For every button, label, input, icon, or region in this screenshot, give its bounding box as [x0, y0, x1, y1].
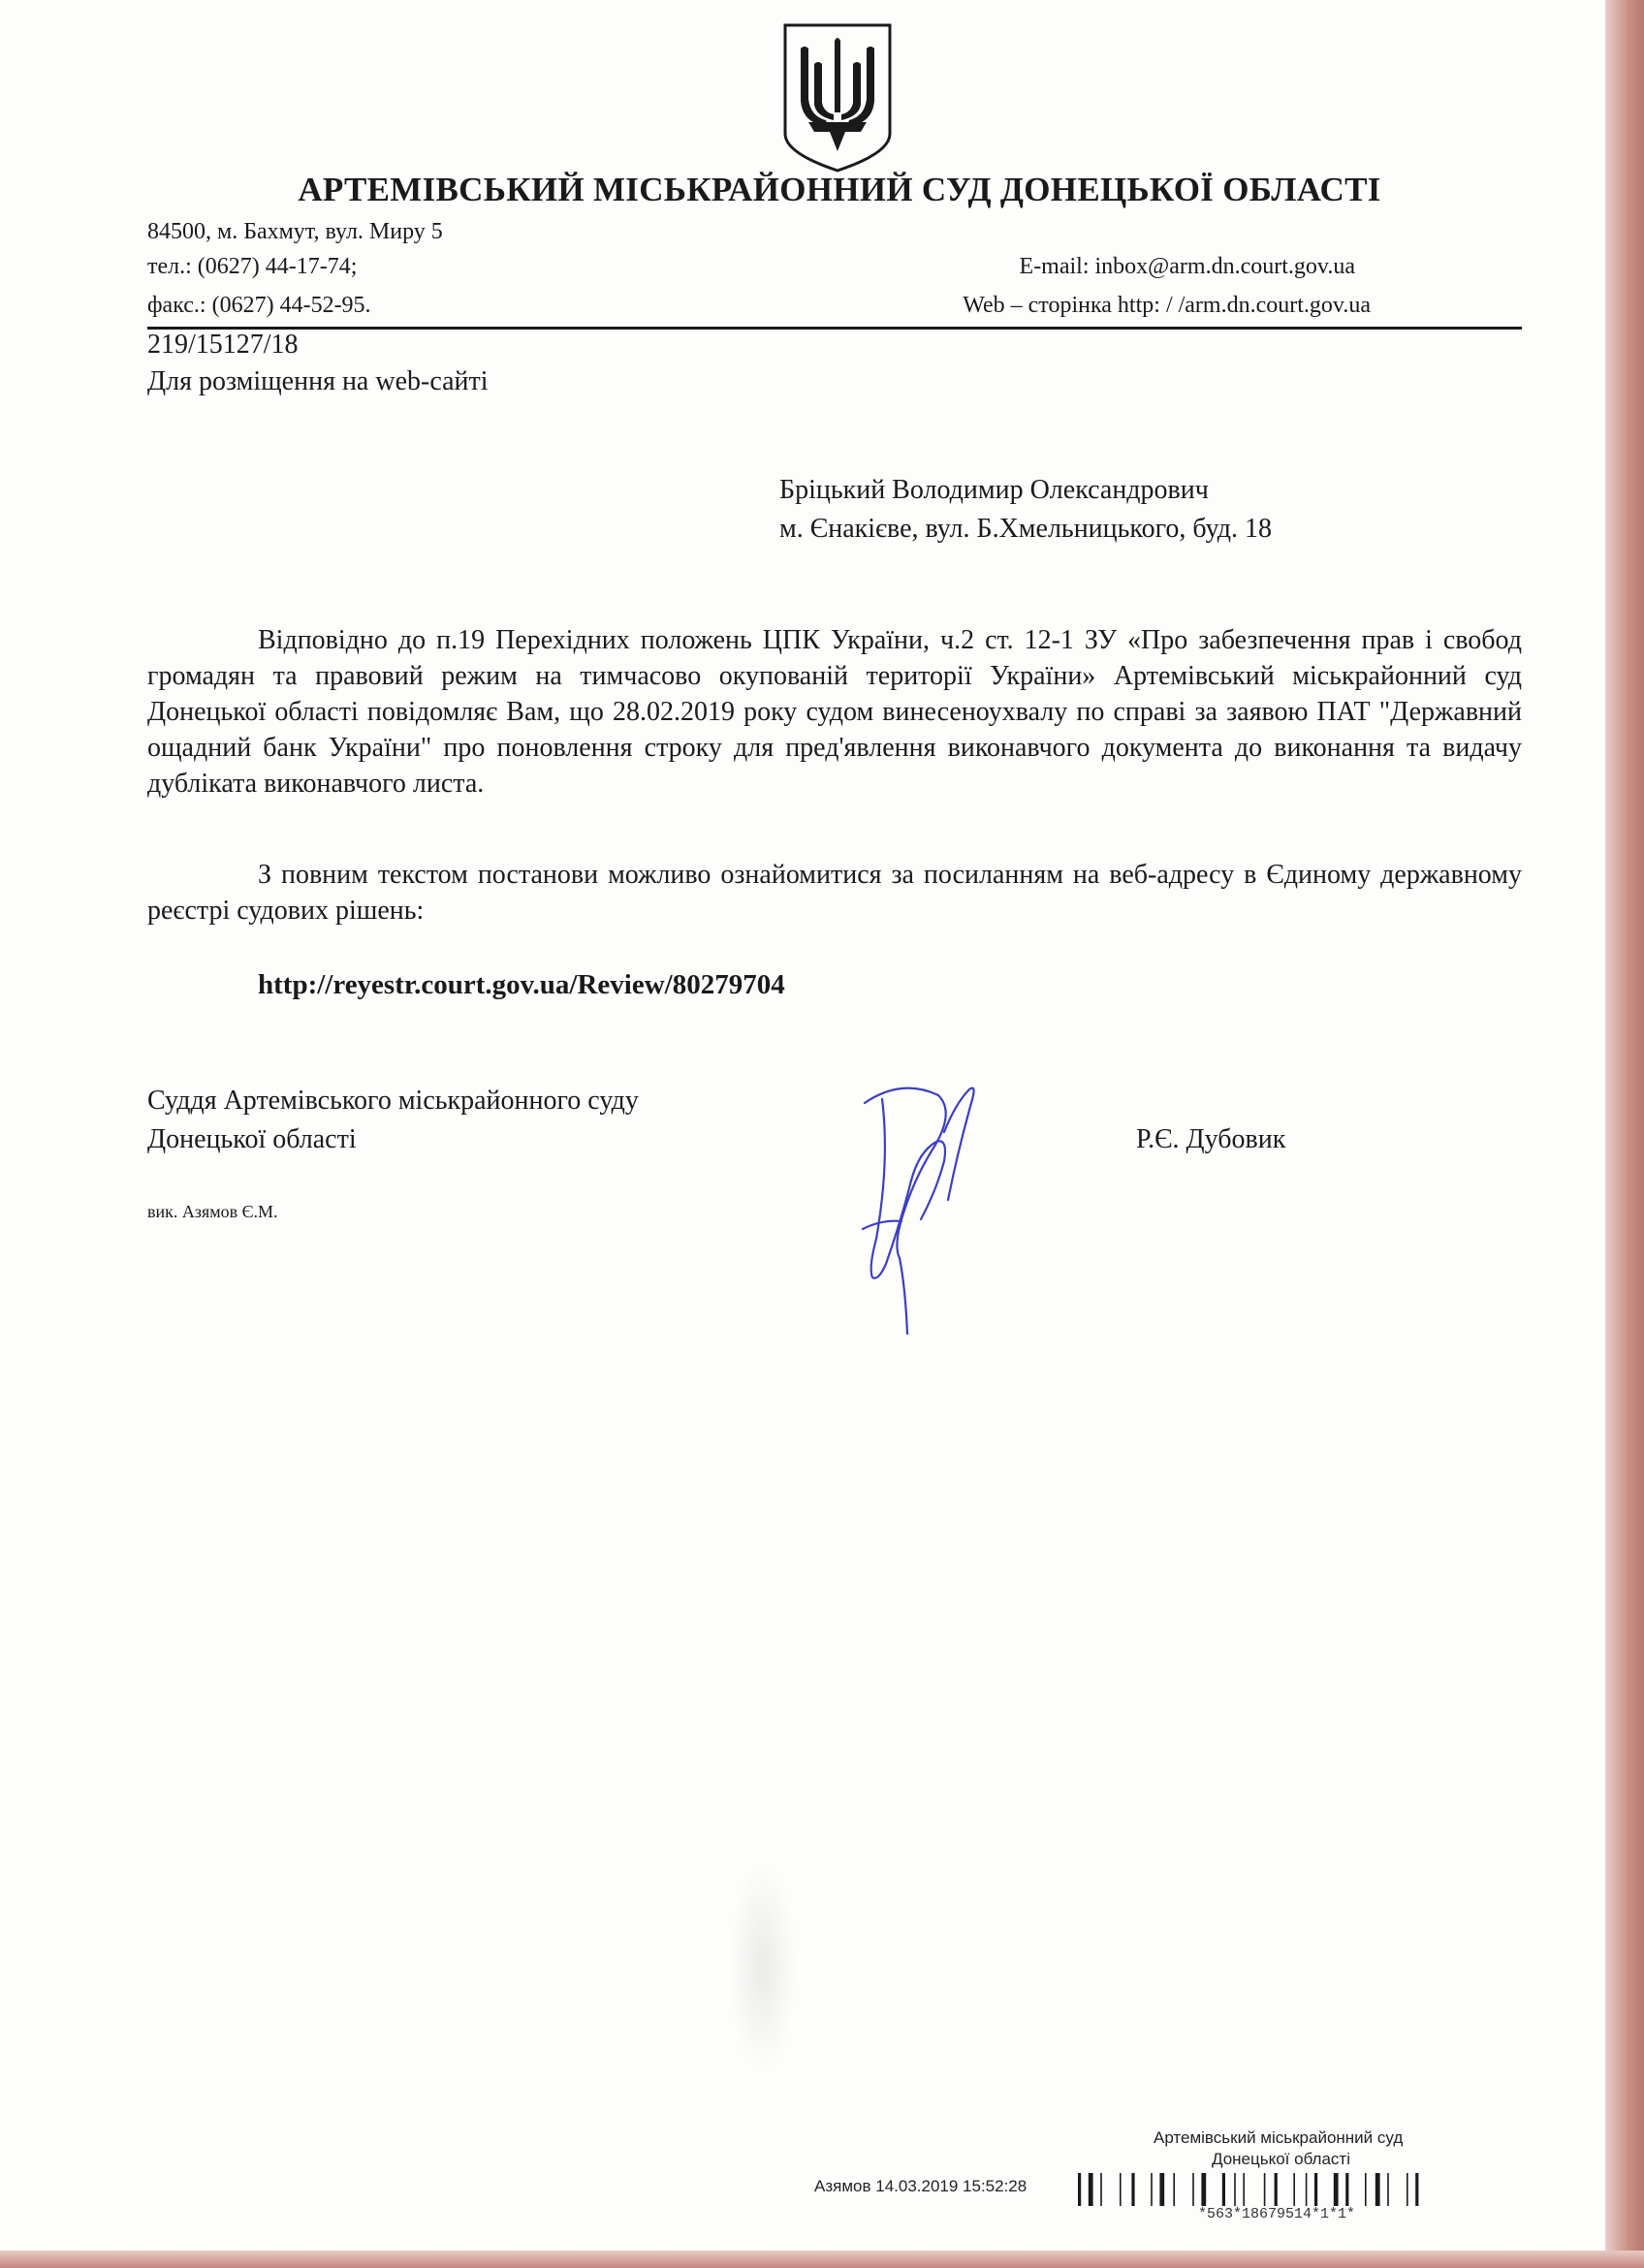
stamp-org-line2: Донецької області	[1212, 2150, 1350, 2168]
barcode-bar	[1078, 2173, 1081, 2206]
barcode-bar	[1334, 2173, 1339, 2206]
court-website: Web – сторінка http: / /arm.dn.court.gov.ua	[963, 293, 1371, 318]
barcode-bar	[1159, 2173, 1164, 2206]
barcode-bar	[1407, 2173, 1408, 2206]
judge-title-line2: Донецької області	[147, 1124, 357, 1154]
barcode-bar	[1264, 2173, 1266, 2206]
barcode-bar	[1100, 2173, 1102, 2206]
barcode-bar	[1173, 2173, 1175, 2206]
barcode-bar	[1375, 2173, 1380, 2206]
barcode-bar	[1306, 2173, 1308, 2206]
court-fax: факс.: (0627) 44-52-95.	[147, 293, 371, 318]
letter-number: 219/15127/18	[147, 330, 299, 360]
scan-edge-right	[1605, 0, 1644, 2268]
barcode-bar	[1222, 2173, 1225, 2206]
body-paragraph-reference: З повним текстом постанови можливо ознайомитися за посиланням на веб-адресу в Єдиному державному реєстрі судових рішень:	[147, 860, 1522, 926]
barcode-bar	[1293, 2173, 1295, 2206]
barcode-bar	[1201, 2173, 1206, 2206]
recipient-name: Бріцький Володимир Олександрович	[779, 475, 1209, 505]
court-email: E-mail: inbox@arm.dn.court.gov.ua	[1019, 254, 1355, 279]
recipient-address: м. Єнакієве, вул. Б.Хмельницького, буд. 18	[779, 514, 1273, 544]
barcode-bar	[1365, 2173, 1367, 2206]
barcode-bar	[1089, 2173, 1093, 2206]
barcode-bar	[1275, 2173, 1278, 2206]
court-title: АРТЕМІВСЬКИЙ МІСЬКРАЙОННИЙ СУД ДОНЕЦЬКОЇ ОБЛАСТІ	[298, 171, 1381, 208]
barcode-bar	[1415, 2173, 1418, 2206]
judge-title-line1: Суддя Артемівського міськрайонного суду	[147, 1086, 639, 1116]
barcode-label: *563*18679514*1*1*	[1198, 2206, 1356, 2222]
executor-note: вик. Азямов Є.М.	[147, 1202, 278, 1221]
court-address: 84500, м. Бахмут, вул. Миру 5	[147, 219, 443, 244]
registration-timestamp: Азямов 14.03.2019 15:52:28	[814, 2177, 1028, 2195]
body-paragraph-notice: Відповідно до п.19 Перехідних положень ЦПК України, ч.2 ст. 12-1 ЗУ «Про забезпечення прав і свобод громадян та правовий режим на тимчасово окупованій території України» Артемівський міськрайонний суд Донецької області повідомляє Вам, що 28.02.2019 року судом винесеноухвалу по справі за заявою ПАТ "Державний ощадний банк України" про поновлення строку для пред'явлення виконавчого документа до виконання та видачу дубліката виконавчого листа.	[147, 625, 1522, 799]
publication-note: Для розміщення на web-сайті	[147, 366, 489, 396]
stamp-org-line1: Артемівський міськрайонний суд	[1154, 2128, 1404, 2147]
barcode-bar	[1120, 2173, 1122, 2206]
barcode-bar	[1234, 2173, 1236, 2206]
barcode-bar	[1151, 2173, 1153, 2206]
header-divider	[147, 327, 1522, 330]
barcode-bar	[1243, 2173, 1245, 2206]
registry-link[interactable]: http://reyestr.court.gov.ua/Review/80279704	[258, 969, 785, 1000]
court-phone: тел.: (0627) 44-17-74;	[147, 254, 358, 279]
barcode-bar	[1192, 2173, 1194, 2206]
scan-edge-bottom	[0, 2251, 1644, 2268]
barcode-icon	[1074, 2171, 1530, 2208]
barcode-bar	[1387, 2173, 1389, 2206]
barcode-bar	[1345, 2173, 1348, 2206]
judge-name: Р.Є. Дубовик	[1136, 1124, 1286, 1154]
handwritten-signature	[843, 1074, 1018, 1345]
coat-of-arms-icon	[779, 19, 896, 174]
scan-smudge	[729, 1861, 797, 2074]
barcode-bar	[1314, 2173, 1317, 2206]
barcode-bar	[1131, 2173, 1134, 2206]
